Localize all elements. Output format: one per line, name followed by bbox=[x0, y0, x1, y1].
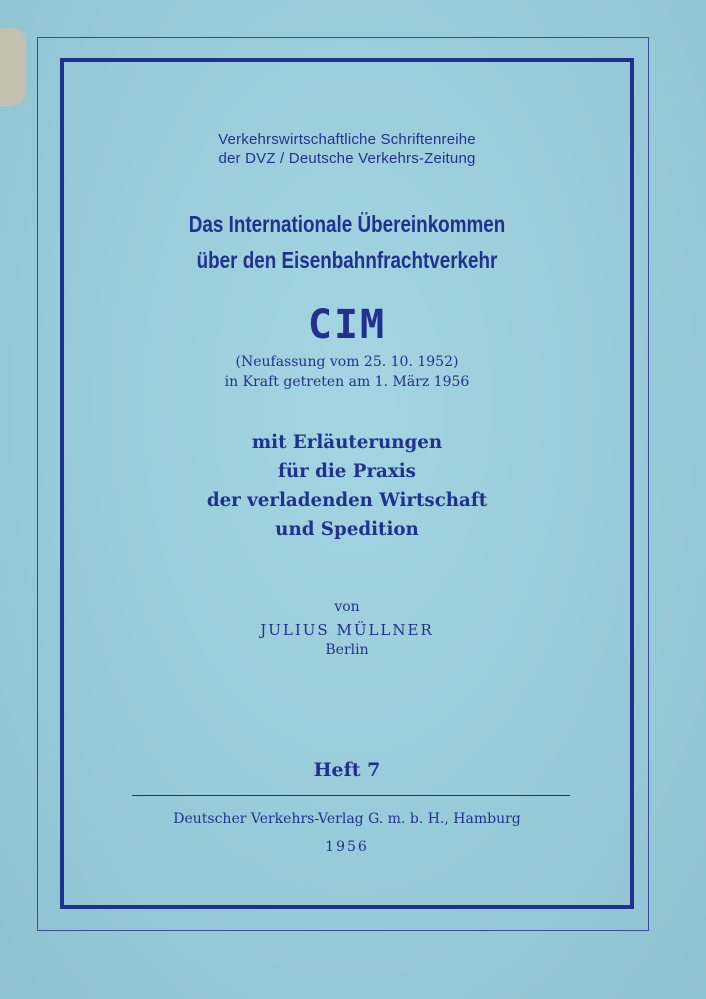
edition-info bbox=[60, 352, 634, 392]
edition-line-1: (Neufassung vom 25. 10. 1952) bbox=[235, 354, 459, 370]
author-name: JULIUS MÜLLNER bbox=[260, 621, 434, 639]
series-line-1: Verkehrswirtschaftliche Schriftenreihe bbox=[218, 131, 476, 148]
subtitle bbox=[71, 428, 622, 544]
series-line-2: der DVZ / Deutsche Verkehrs-Zeitung bbox=[218, 150, 476, 167]
book-title bbox=[112, 206, 583, 278]
subtitle-line-3: der verladenden Wirtschaft bbox=[206, 489, 488, 511]
subtitle-line-4: und Spedition bbox=[275, 518, 419, 540]
title-line-1: Das Internationale Übereinkommen bbox=[188, 211, 506, 237]
publisher-name: Deutscher Verkehrs-Verlag G. m. b. H., Hamburg bbox=[173, 811, 521, 827]
publication-year: 1956 bbox=[325, 839, 369, 855]
title-line-2: über den Eisenbahnfrachtverkehr bbox=[196, 247, 498, 273]
by-label: von bbox=[334, 599, 360, 615]
author-city: Berlin bbox=[325, 642, 369, 658]
edition-line-2: in Kraft getreten am 1. März 1956 bbox=[224, 374, 470, 390]
series-name bbox=[60, 130, 634, 168]
divider-rule bbox=[132, 795, 570, 796]
subtitle-line-1: mit Erläuterungen bbox=[251, 431, 443, 453]
subtitle-line-2: für die Praxis bbox=[278, 460, 416, 482]
acronym-heading: CIM bbox=[307, 302, 387, 348]
paper-stain bbox=[0, 28, 26, 106]
issue-number: Heft 7 bbox=[313, 759, 381, 781]
